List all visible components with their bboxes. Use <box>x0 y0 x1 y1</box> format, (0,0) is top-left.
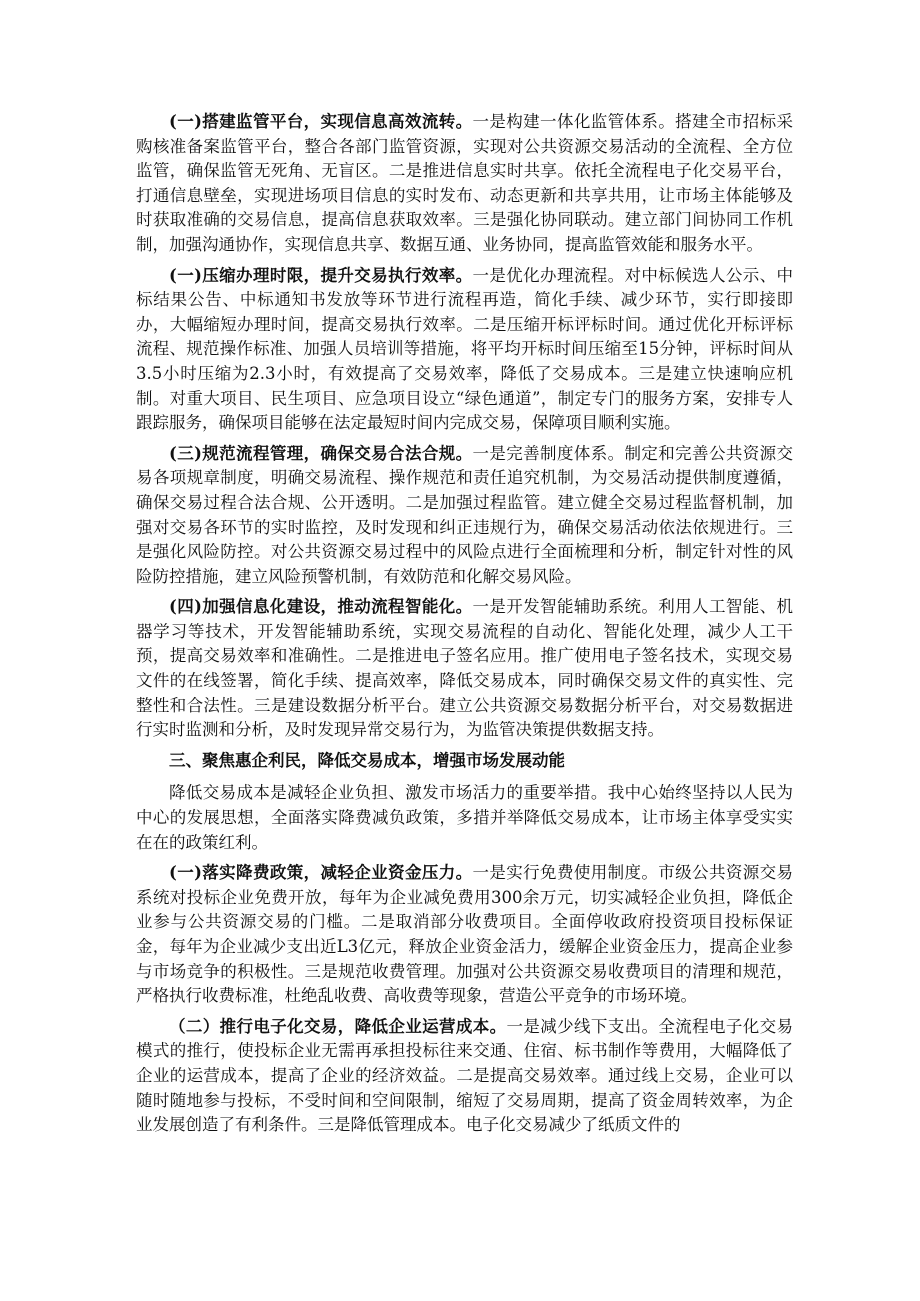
paragraph-heading: (四)加强信息化建设，推动流程智能化。 <box>169 597 473 617</box>
paragraph-6 <box>136 1015 793 1138</box>
document-page <box>136 110 793 1144</box>
paragraph-2 <box>136 264 793 436</box>
paragraph-3 <box>136 442 793 590</box>
paragraph-body: 一是优化办理流程。对中标候选人公示、中标结果公告、中标通知书发放等环节进行流程再造，简化手续、减少环节，实行即接即办，大幅缩短办理时间，提高交易执行效率。二是压缩开标评标时间。通过优化开标评标流程、规范操作标准、加强人员培训等措施，将平均开标时间压缩至15分钟，评标时间从3.5小时压缩为2.3小时，有效提高了交易效率，降低了交易成本。三是建立快速响应机制。对重大项目、民生项目、应急项目设立“绿色通道”，制定专门的服务方案，安排专人跟踪服务，确保项目能够在法定最短时间内完成交易，保障项目顺利实施。 <box>136 265 793 433</box>
section-heading: 三、聚焦惠企利民，降低交易成本，增强市场发展动能 <box>169 750 565 770</box>
paragraph-1 <box>136 110 793 258</box>
paragraph-body: 一是减少线下支出。全流程电子化交易模式的推行，使投标企业无需再承担投标往来交通、住宿、标书制作等费用，大幅降低了企业的运营成本，提高了企业的经济效益。二是提高交易效率。通过线上交易，企业可以随时随地参与投标，不受时间和空间限制，缩短了交易周期，提高了资金周转效率，为企业发展创造了有利条件。三是降低管理成本。电子化交易减少了纸质文件的 <box>136 1016 793 1135</box>
paragraph-heading: (三)规范流程管理，确保交易合法合规。 <box>169 443 473 463</box>
paragraph-4 <box>136 595 793 743</box>
section-intro: 降低交易成本是减轻企业负担、激发市场活力的重要举措。我中心始终坚持以人民为中心的发展思想，全面落实降费减负政策，多措并举降低交易成本，让市场主体享受实实在在的政策红利。 <box>136 783 793 852</box>
paragraph-body: 一是实行免费使用制度。市级公共资源交易系统对投标企业免费开放，每年为企业减免费用300余万元，切实减轻企业负担，降低企业参与公共资源交易的门槛。二是取消部分收费项目。全面停收政府投资项目投标保证金，每年为企业减少支出近L3亿元，释放企业资金活力，缓解企业资金压力，提高企业参与市场竞争的积极性。三是规范收费管理。加强对公共资源交易收费项目的清理和规范，严格执行收费标准，杜绝乱收费、高收费等现象，营造公平竞争的市场环境。 <box>136 863 793 1006</box>
paragraph-heading: (一)落实降费政策，减轻企业资金压力。 <box>169 863 473 883</box>
paragraph-heading: （二）推行电子化交易，降低企业运营成本。 <box>169 1016 507 1036</box>
paragraph-body: 一是构建一体化监管体系。搭建全市招标采购核准备案监管平台，整合各部门监管资源，实现对公共资源交易活动的全流程、全方位监管，确保监管无死角、无盲区。二是推进信息实时共享。依托全流程电子化交易平台，打通信息壁垒，实现进场项目信息的实时发布、动态更新和共享共用，让市场主体能够及时获取准确的交易信息，提高信息获取效率。三是强化协同联动。建立部门间协同工作机制，加强沟通协作，实现信息共享、数据互通、业务协同，提高监管效能和服务水平。 <box>136 112 793 254</box>
paragraph-heading: (一)压缩办理时限，提升交易执行效率。 <box>169 265 473 285</box>
paragraph-body: 一是完善制度体系。制定和完善公共资源交易各项规章制度，明确交易流程、操作规范和责任追究机制，为交易活动提供制度遵循，确保交易过程合法合规、公开透明。二是加强过程监管。建立健全交易过程监督机制，加强对交易各环节的实时监控，及时发现和纠正违规行为，确保交易活动依法依规进行。三是强化风险防控。对公共资源交易过程中的风险点进行全面梳理和分析，制定针对性的风险防控措施，建立风险预警机制，有效防范和化解交易风险。 <box>136 443 793 586</box>
paragraph-heading: (一)搭建监管平台，实现信息高效流转。 <box>169 112 473 131</box>
paragraph-5 <box>136 861 793 1009</box>
paragraph-body: 一是开发智能辅助系统。利用人工智能、机器学习等技术，开发智能辅助系统，实现交易流程的自动化、智能化处理，减少人工干预，提高交易效率和准确性。二是推进电子签名应用。推广使用电子签名技术，实现交易文件的在线签署，简化手续、提高效率，降低交易成本，同时确保交易文件的真实性、完整性和合法性。三是建设数据分析平台。建立公共资源交易数据分析平台，对交易数据进行实时监测和分析，及时发现异常交易行为，为监管决策提供数据支持。 <box>136 597 793 740</box>
